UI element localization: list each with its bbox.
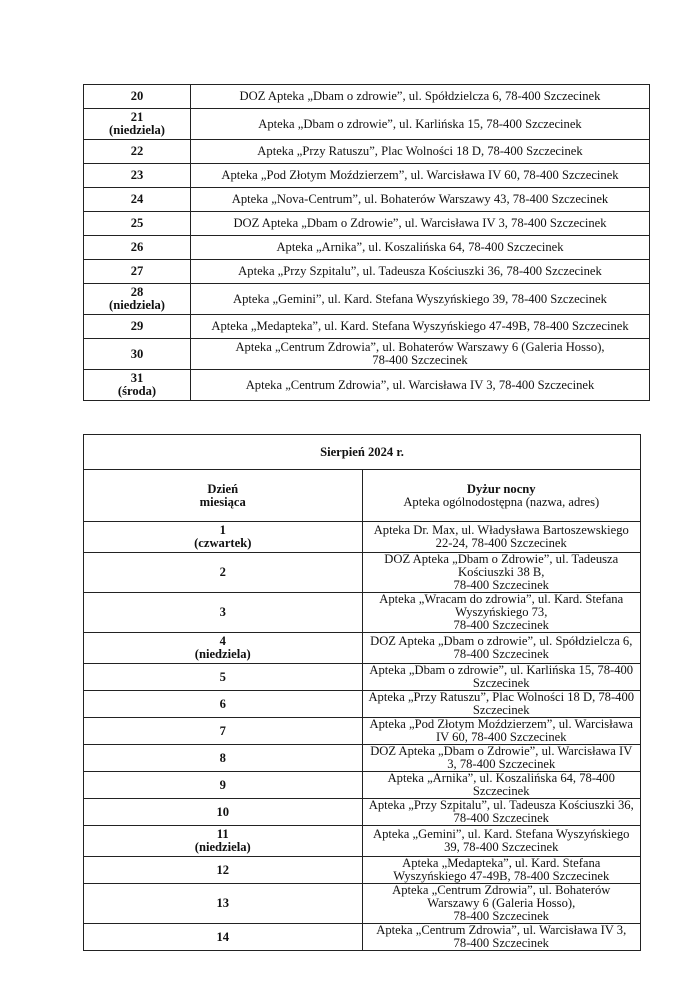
table-row: [84, 772, 641, 799]
pharmacy-cell: [362, 799, 641, 826]
table-row: [84, 315, 650, 339]
day-cell: [84, 857, 363, 884]
day-number: 20: [130, 89, 144, 103]
day-number: 23: [130, 168, 144, 182]
pharmacy-name-address: Apteka „Medapteka”, ul. Kard. Stefana Wyszyńskiego 47-49B, 78-400 Szczecinek: [211, 319, 629, 333]
day-number: 31: [130, 371, 144, 385]
pharmacy-address-continued: 78-400 Szczecinek: [453, 909, 549, 923]
day-number: 22: [130, 144, 144, 158]
day-cell: [84, 826, 363, 857]
day-cell: [84, 284, 191, 315]
day-number: 12: [216, 862, 230, 877]
day-cell: [84, 315, 191, 339]
pharmacy-name-address: Apteka Dr. Max, ul. Władysława Bartoszewskiego 22-24, 78-400 Szczecinek: [373, 523, 629, 550]
pharmacy-name-address: DOZ Apteka „Dbam o Zdrowie”, ul. Warcisława IV 3, 78-400 Szczecinek: [370, 744, 633, 771]
day-cell: [84, 745, 363, 772]
day-cell: [84, 633, 363, 664]
pharmacy-name-address: DOZ Apteka „Dbam o Zdrowie”, ul. Warcisława IV 3, 78-400 Szczecinek: [233, 216, 607, 230]
day-cell: [84, 85, 191, 109]
table-row: [84, 164, 650, 188]
day-number: 29: [130, 319, 144, 333]
pharmacy-cell: [362, 522, 641, 553]
day-cell: [84, 236, 191, 260]
table-row: [84, 799, 641, 826]
table-row: [84, 924, 641, 951]
table-row: [84, 260, 650, 284]
pharmacy-name-address: DOZ Apteka „Dbam o zdrowie”, ul. Spółdzielcza 6, 78-400 Szczecinek: [370, 634, 633, 661]
column-header-duty-title: Dyżur nocny: [466, 481, 536, 496]
table-row: [84, 109, 650, 140]
day-number: 25: [130, 216, 144, 230]
pharmacy-name-address: Apteka „Dbam o zdrowie”, ul. Karlińska 15, 78-400 Szczecinek: [258, 116, 582, 131]
table-row: [84, 140, 650, 164]
pharmacy-cell: [362, 553, 641, 593]
pharmacy-name-address: Apteka „Centrum Zdrowia”, ul. Bohaterów Warszawy 6 (Galeria Hosso),: [235, 340, 605, 354]
pharmacy-cell: [191, 236, 650, 260]
pharmacy-cell: [362, 745, 641, 772]
july-duty-table: [83, 84, 650, 401]
day-cell: [84, 799, 363, 826]
table-row: [84, 236, 650, 260]
pharmacy-cell: [191, 109, 650, 140]
table-row: [84, 633, 641, 664]
table-row: [84, 884, 641, 924]
pharmacy-name-address: Apteka „Przy Szpitalu”, ul. Tadeusza Kościuszki 36, 78-400 Szczecinek: [238, 264, 602, 278]
pharmacy-name-address: Apteka „Nova-Centrum”, ul. Bohaterów Warszawy 43, 78-400 Szczecinek: [231, 192, 609, 206]
day-cell: [84, 164, 191, 188]
august-duty-table: [83, 434, 641, 951]
pharmacy-name-address: Apteka „Arnika”, ul. Koszalińska 64, 78-400 Szczecinek: [387, 771, 615, 798]
pharmacy-name-address: Apteka „Centrum Zdrowia”, ul. Warcisława IV 3, 78-400 Szczecinek: [245, 377, 595, 392]
day-cell: [84, 109, 191, 140]
day-number: 2: [219, 565, 226, 579]
pharmacy-cell: [191, 284, 650, 315]
day-number: 13: [216, 896, 230, 910]
pharmacy-name-address: Apteka „Centrum Zdrowia”, ul. Bohaterów Warszawy 6 (Galeria Hosso),: [392, 883, 611, 910]
weekday-label: (czwartek): [194, 536, 252, 550]
table-row: [84, 718, 641, 745]
day-cell: [84, 553, 363, 593]
pharmacy-cell: [191, 188, 650, 212]
table-row: [84, 284, 650, 315]
day-number: 21: [130, 110, 144, 124]
day-cell: [84, 772, 363, 799]
pharmacy-name-address: DOZ Apteka „Dbam o Zdrowie”, ul. Tadeusza Kościuszki 38 B,: [384, 552, 619, 579]
day-cell: [84, 370, 191, 401]
day-number: 5: [219, 669, 226, 684]
weekday-label: (środa): [117, 384, 157, 398]
table-row: [84, 691, 641, 718]
column-header-day-line2: miesiąca: [199, 494, 246, 509]
july-table-body: [84, 85, 650, 401]
day-number: 28: [130, 285, 144, 299]
day-cell: [84, 664, 363, 691]
day-number: 11: [216, 827, 229, 841]
pharmacy-name-address: Apteka „Centrum Zdrowia”, ul. Warcisława IV 3, 78-400 Szczecinek: [376, 923, 627, 950]
pharmacy-name-address: Apteka „Gemini”, ul. Kard. Stefana Wyszyńskiego 39, 78-400 Szczecinek: [373, 827, 630, 854]
pharmacy-cell: [362, 691, 641, 718]
pharmacy-cell: [362, 664, 641, 691]
pharmacy-cell: [191, 370, 650, 401]
pharmacy-name-address: Apteka „Gemini”, ul. Kard. Stefana Wyszyńskiego 39, 78-400 Szczecinek: [233, 291, 607, 306]
day-number: 6: [219, 696, 226, 711]
pharmacy-cell: [362, 593, 641, 633]
pharmacy-name-address: Apteka „Przy Ratuszu”, Plac Wolności 18 D, 78-400 Szczecinek: [368, 690, 635, 717]
table-row: [84, 212, 650, 236]
pharmacy-cell: [191, 260, 650, 284]
pharmacy-name-address: Apteka „Arnika”, ul. Koszalińska 64, 78-400 Szczecinek: [276, 240, 564, 254]
column-header-duty-subtitle: Apteka ogólnodostępna (nazwa, adres): [403, 494, 600, 509]
pharmacy-cell: [191, 315, 650, 339]
table-row: [84, 826, 641, 857]
day-cell: [84, 691, 363, 718]
day-cell: [84, 339, 191, 370]
pharmacy-cell: [362, 633, 641, 664]
pharmacy-cell: [191, 212, 650, 236]
pharmacy-address-continued: 78-400 Szczecinek: [372, 353, 468, 367]
pharmacy-cell: [191, 85, 650, 109]
pharmacy-cell: [362, 772, 641, 799]
pharmacy-name-address: Apteka „Pod Złotym Moździerzem”, ul. Warcisława IV 60, 78-400 Szczecinek: [369, 717, 633, 744]
table-row: [84, 370, 650, 401]
pharmacy-address-continued: 78-400 Szczecinek: [453, 578, 549, 592]
weekday-label: (niedziela): [194, 647, 251, 661]
day-cell: [84, 593, 363, 633]
month-title: Sierpień 2024 r.: [84, 435, 641, 470]
column-header-day: [84, 470, 363, 522]
pharmacy-name-address: Apteka „Pod Złotym Moździerzem”, ul. Warcisława IV 60, 78-400 Szczecinek: [221, 168, 619, 182]
day-number: 8: [219, 750, 226, 765]
day-number: 1: [219, 523, 226, 537]
day-number: 10: [216, 804, 230, 819]
table-row: [84, 857, 641, 884]
pharmacy-name-address: DOZ Apteka „Dbam o zdrowie”, ul. Spółdzielcza 6, 78-400 Szczecinek: [239, 89, 601, 103]
table-row: [84, 188, 650, 212]
august-title-row: [84, 435, 641, 470]
august-table-body: [84, 435, 641, 951]
pharmacy-cell: [362, 884, 641, 924]
pharmacy-name-address: Apteka „Dbam o zdrowie”, ul. Karlińska 15, 78-400 Szczecinek: [369, 663, 634, 690]
table-row: [84, 85, 650, 109]
day-cell: [84, 924, 363, 951]
weekday-label: (niedziela): [109, 298, 165, 312]
day-number: 3: [219, 605, 226, 619]
day-number: 4: [219, 634, 226, 648]
pharmacy-cell: [191, 164, 650, 188]
day-cell: [84, 260, 191, 284]
pharmacy-cell: [362, 924, 641, 951]
pharmacy-name-address: Apteka „Medapteka”, ul. Kard. Stefana Wyszyńskiego 47-49B, 78-400 Szczecinek: [393, 856, 610, 883]
day-number: 9: [219, 777, 226, 792]
day-cell: [84, 718, 363, 745]
day-cell: [84, 522, 363, 553]
pharmacy-name-address: Apteka „Przy Szpitalu”, ul. Tadeusza Kościuszki 36, 78-400 Szczecinek: [368, 798, 634, 825]
pharmacy-name-address: Apteka „Przy Ratuszu”, Plac Wolności 18 D, 78-400 Szczecinek: [257, 144, 583, 158]
day-number: 27: [130, 264, 144, 278]
table-row: [84, 745, 641, 772]
table-row: [84, 339, 650, 370]
table-row: [84, 593, 641, 633]
pharmacy-cell: [191, 339, 650, 370]
august-header-row: [84, 470, 641, 522]
pharmacy-address-continued: 78-400 Szczecinek: [453, 618, 549, 632]
pharmacy-cell: [362, 857, 641, 884]
pharmacy-cell: [191, 140, 650, 164]
pharmacy-cell: [362, 826, 641, 857]
column-header-duty: [362, 470, 641, 522]
table-row: [84, 522, 641, 553]
column-header-day-line1: Dzień: [207, 481, 239, 496]
table-row: [84, 664, 641, 691]
weekday-label: (niedziela): [109, 123, 165, 137]
weekday-label: (niedziela): [194, 840, 251, 854]
day-number: 7: [219, 723, 226, 738]
day-cell: [84, 188, 191, 212]
pharmacy-cell: [362, 718, 641, 745]
day-cell: [84, 212, 191, 236]
table-row: [84, 553, 641, 593]
pharmacy-name-address: Apteka „Wracam do zdrowia”, ul. Kard. Stefana Wyszyńskiego 73,: [379, 592, 624, 619]
day-number: 14: [216, 929, 230, 944]
day-cell: [84, 884, 363, 924]
day-number: 30: [130, 346, 144, 361]
day-cell: [84, 140, 191, 164]
day-number: 24: [130, 192, 144, 206]
day-number: 26: [130, 240, 144, 254]
